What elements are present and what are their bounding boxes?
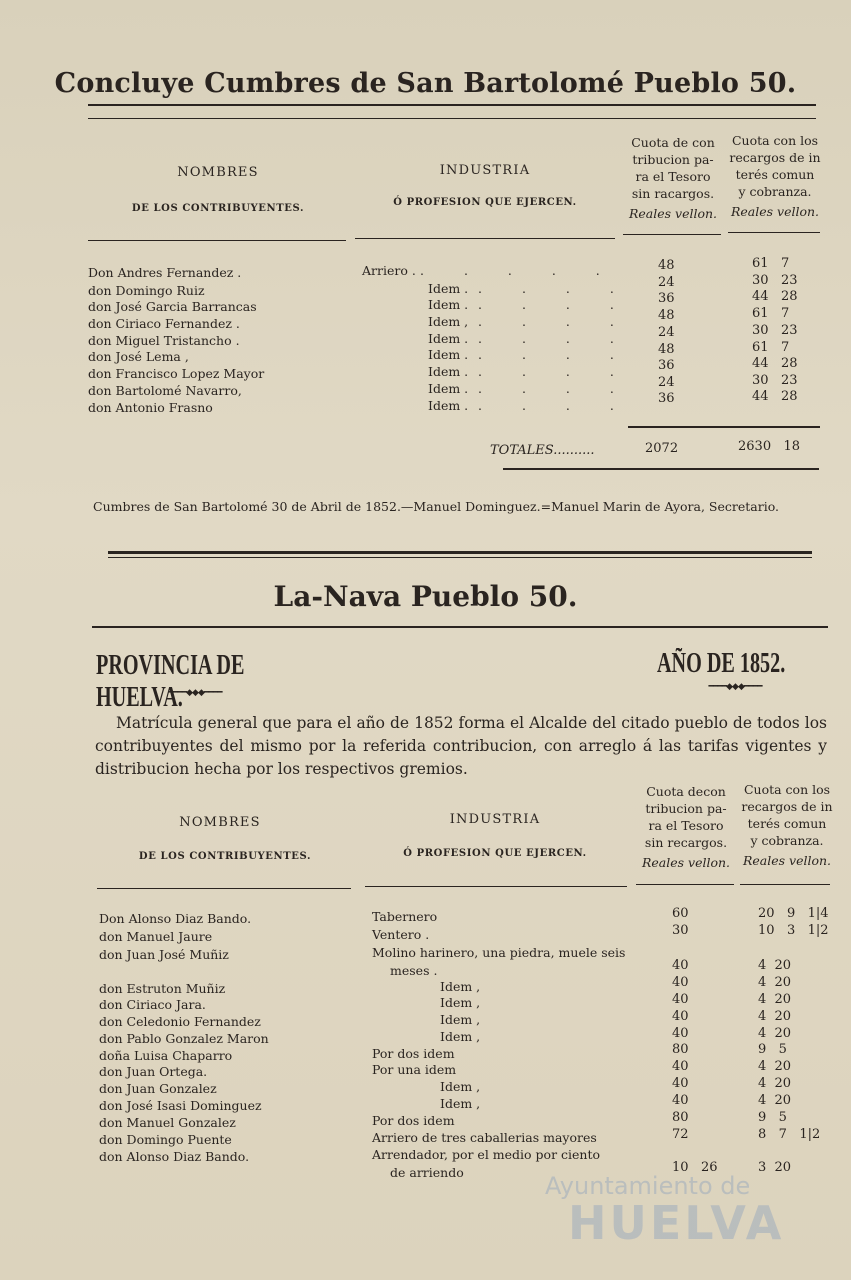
- header-rule-industria: [355, 238, 615, 239]
- contributor-industry: Idem .: [428, 331, 469, 346]
- header-rule-cuota2: [728, 232, 820, 233]
- s2-header-rule-nombres: [97, 888, 351, 889]
- cuota1-value: 48: [658, 308, 675, 323]
- cuota1-value: 80: [672, 1042, 689, 1057]
- contributor-industry-cont: meses .: [390, 963, 438, 978]
- contributor-industry: Arriero .: [362, 263, 416, 278]
- contributor-name: don Ciriaco Jara.: [99, 997, 206, 1012]
- contributor-industry: Idem ,: [440, 1079, 481, 1094]
- contributor-industry: Por dos idem: [372, 1046, 455, 1061]
- nombres-header: NOMBRES: [177, 165, 259, 180]
- total-cuota2: 2630 18: [738, 439, 801, 454]
- ano-heading: AÑO DE 1852.: [657, 648, 786, 679]
- cuota2-value: 8 7 1|2: [758, 1127, 821, 1142]
- contributor-industry: Idem .: [428, 297, 469, 312]
- contributor-industry-cont: de arriendo: [390, 1165, 464, 1180]
- leader-dots: . . . .: [478, 398, 632, 413]
- contributor-industry: Arrendador, por el medio por ciento: [372, 1147, 601, 1162]
- s2-nombres-subheader: DE LOS CONTRIBUYENTES.: [138, 851, 312, 862]
- cuota2-value: 44 28: [752, 356, 798, 371]
- contributor-name: don Bartolomé Navarro,: [88, 383, 242, 398]
- section2-title-rule: [92, 626, 828, 628]
- ano-ornament: ━━━━◆◆◆━━━━: [708, 682, 762, 692]
- section1-footer: Cumbres de San Bartolomé 30 de Abril de 1852.—Manuel Dominguez.=Manuel Marin de Ayora, Secretario.: [93, 499, 779, 514]
- contributor-name: don Francisco Lopez Mayor: [88, 366, 265, 381]
- leader-dots: . . . . .: [420, 263, 618, 278]
- cuota2-value: 4 20: [758, 992, 792, 1007]
- industria-subheader: Ó PROFESION QUE EJERCEN.: [393, 197, 577, 208]
- cuota2-value: 30 23: [752, 273, 798, 288]
- contributor-name: don Domingo Puente: [99, 1132, 232, 1147]
- cuota2-value: 9 5: [758, 1110, 787, 1125]
- watermark-huelva: HUELVA: [568, 1196, 785, 1250]
- cuota1-value: 72: [672, 1127, 689, 1142]
- cuota2-value: 61 7: [752, 306, 790, 321]
- totals-bottom-rule: [503, 468, 819, 470]
- cuota1-value: 24: [658, 375, 675, 390]
- cuota1-value: 36: [658, 391, 675, 406]
- cuota1-value: 40: [672, 1076, 689, 1091]
- contributor-industry: Idem .: [428, 398, 469, 413]
- contributor-industry: Idem ,: [440, 1096, 481, 1111]
- cuota2-value: 30 23: [752, 323, 798, 338]
- contributor-industry: Arriero de tres caballerias mayores: [372, 1130, 597, 1145]
- cuota2-value: 4 20: [758, 1093, 792, 1108]
- cuota1-header: Cuota de con tribucion pa- ra el Tesoro sin racargos. Reales vellon.: [628, 135, 718, 221]
- contributor-industry: Idem ,: [440, 979, 481, 994]
- leader-dots: . . . .: [478, 281, 632, 296]
- leader-dots: . . . .: [478, 381, 632, 396]
- contributor-industry: Idem ,: [440, 1029, 481, 1044]
- contributor-industry: Idem ,: [440, 1012, 481, 1027]
- cuota2-value: 4 20: [758, 1026, 792, 1041]
- contributor-name: don Celedonio Fernandez: [99, 1014, 261, 1029]
- contributor-name: don Estruton Muñiz: [99, 981, 226, 996]
- header-top-rule: [88, 118, 816, 119]
- contributor-name: don Juan José Muñiz: [99, 947, 229, 962]
- watermark-text: Ayuntamiento de: [545, 1172, 751, 1200]
- cuota1-value: 40: [672, 992, 689, 1007]
- section1-title: Concluye Cumbres de San Bartolomé Pueblo 50.: [54, 68, 797, 99]
- header-rule-cuota1: [623, 234, 721, 235]
- cuota1-value: 36: [658, 358, 675, 373]
- cuota1-value: 24: [658, 325, 675, 340]
- s2-header-rule-cuota2: [740, 884, 830, 885]
- contributor-name: Don Andres Fernandez .: [88, 265, 242, 280]
- leader-dots: . . . .: [478, 331, 632, 346]
- title-rule: [88, 104, 816, 106]
- contributor-name: don Pablo Gonzalez Maron: [99, 1031, 269, 1046]
- cuota2-value: 44 28: [752, 389, 798, 404]
- industria-header: INDUSTRIA: [439, 163, 531, 178]
- cuota1-value: 40: [672, 958, 689, 973]
- cuota2-value: 9 5: [758, 1042, 787, 1057]
- leader-dots: . . . .: [478, 297, 632, 312]
- contributor-name: doña Luisa Chaparro: [99, 1048, 233, 1063]
- s2-nombres-header: NOMBRES: [179, 815, 261, 830]
- contributor-name: don Antonio Frasno: [88, 400, 213, 415]
- cuota1-value: 36: [658, 291, 675, 306]
- contributor-name: don Juan Gonzalez: [99, 1081, 217, 1096]
- contributor-name: don Manuel Jaure: [99, 929, 213, 944]
- contributor-industry: Idem .: [428, 364, 469, 379]
- matricula-paragraph: Matrícula general que para el año de 1852 forma el Alcalde del citado pueblo de todos los contribuyentes del mismo por la referida contribucion, con arreglo á las tarifas vigentes y distribucion hecha por los respectivos gremios.: [95, 714, 827, 778]
- cuota2-value: 20 9 1|4: [758, 906, 829, 921]
- section2-title: La-Nava Pueblo 50.: [273, 580, 578, 613]
- cuota1-value: 40: [672, 1093, 689, 1108]
- total-cuota1: 2072: [645, 441, 679, 456]
- contributor-name: don Miguel Tristancho .: [88, 333, 240, 348]
- leader-dots: . . . .: [478, 314, 632, 329]
- nombres-subheader: DE LOS CONTRIBUYENTES.: [131, 203, 305, 214]
- cuota1-value: 10 26: [672, 1160, 718, 1175]
- cuota2-value: 4 20: [758, 958, 792, 973]
- cuota1-value: 30: [672, 923, 689, 938]
- cuota2-value: 4 20: [758, 975, 792, 990]
- s2-header-rule-cuota1: [636, 884, 734, 885]
- s2-header-rule-industria: [365, 886, 627, 887]
- cuota1-value: 48: [658, 258, 675, 273]
- contributor-industry: Idem ,: [428, 314, 469, 329]
- cuota1-value: 80: [672, 1110, 689, 1125]
- cuota1-value: 60: [672, 906, 689, 921]
- contributor-industry: Idem .: [428, 347, 469, 362]
- cuota2-value: 10 3 1|2: [758, 923, 829, 938]
- s2-industria-header: INDUSTRIA: [449, 812, 541, 827]
- contributor-name: don Alonso Diaz Bando.: [99, 1149, 250, 1164]
- contributor-industry: Ventero .: [372, 927, 430, 942]
- contributor-industry: Idem .: [428, 381, 469, 396]
- contributor-name: don Manuel Gonzalez: [99, 1115, 236, 1130]
- contributor-name: Don Alonso Diaz Bando.: [99, 911, 252, 926]
- contributor-industry: Idem .: [428, 281, 469, 296]
- cuota2-value: 30 23: [752, 373, 798, 388]
- cuota2-value: 61 7: [752, 256, 790, 271]
- contributor-industry: Idem ,: [440, 995, 481, 1010]
- s2-industria-subheader: Ó PROFESION QUE EJERCEN.: [403, 848, 587, 859]
- provincia-heading: PROVINCIA DE HUELVA.: [96, 650, 245, 713]
- s2-cuota1-header: Cuota decon tribucion pa- ra el Tesoro sin recargos. Reales vellon.: [641, 784, 731, 870]
- section-divider-thick: [108, 551, 812, 554]
- contributor-industry: Tabernero: [372, 909, 438, 924]
- leader-dots: . . . .: [478, 364, 632, 379]
- leader-dots: . . . .: [478, 347, 632, 362]
- header-rule-nombres: [88, 240, 346, 241]
- cuota1-value: 24: [658, 275, 675, 290]
- totals-rule: [628, 426, 820, 428]
- cuota2-value: 61 7: [752, 340, 790, 355]
- cuota2-value: 4 20: [758, 1009, 792, 1024]
- cuota2-value: 44 28: [752, 289, 798, 304]
- cuota1-value: 40: [672, 1009, 689, 1024]
- contributor-name: don Domingo Ruiz: [88, 283, 205, 298]
- cuota1-value: 48: [658, 342, 675, 357]
- contributor-name: don José Garcia Barrancas: [88, 299, 257, 314]
- cuota2-value: 4 20: [758, 1076, 792, 1091]
- contributor-name: don Juan Ortega.: [99, 1064, 208, 1079]
- contributor-name: don Ciriaco Fernandez .: [88, 316, 240, 331]
- totales-label: TOTALES..........: [490, 443, 595, 458]
- s2-cuota2-header: Cuota con los recargos de in terés comun y cobranza. Reales vellon.: [741, 782, 833, 868]
- contributor-name: don José Isasi Dominguez: [99, 1098, 262, 1113]
- section-divider-thin: [108, 557, 812, 558]
- contributor-industry: Por dos idem: [372, 1113, 455, 1128]
- cuota1-value: 40: [672, 975, 689, 990]
- cuota2-value: 4 20: [758, 1059, 792, 1074]
- cuota2-value: 3 20: [758, 1160, 792, 1175]
- contributor-industry: Molino harinero, una piedra, muele seis: [372, 945, 626, 960]
- contributor-industry: Por una idem: [372, 1062, 457, 1077]
- cuota1-value: 40: [672, 1026, 689, 1041]
- contributor-name: don José Lema ,: [88, 349, 189, 364]
- cuota1-value: 40: [672, 1059, 689, 1074]
- provincia-ornament: ━━━━◆◆◆━━━━: [168, 688, 222, 698]
- cuota2-header: Cuota con los recargos de in terés comun y cobranza. Reales vellon.: [729, 133, 821, 219]
